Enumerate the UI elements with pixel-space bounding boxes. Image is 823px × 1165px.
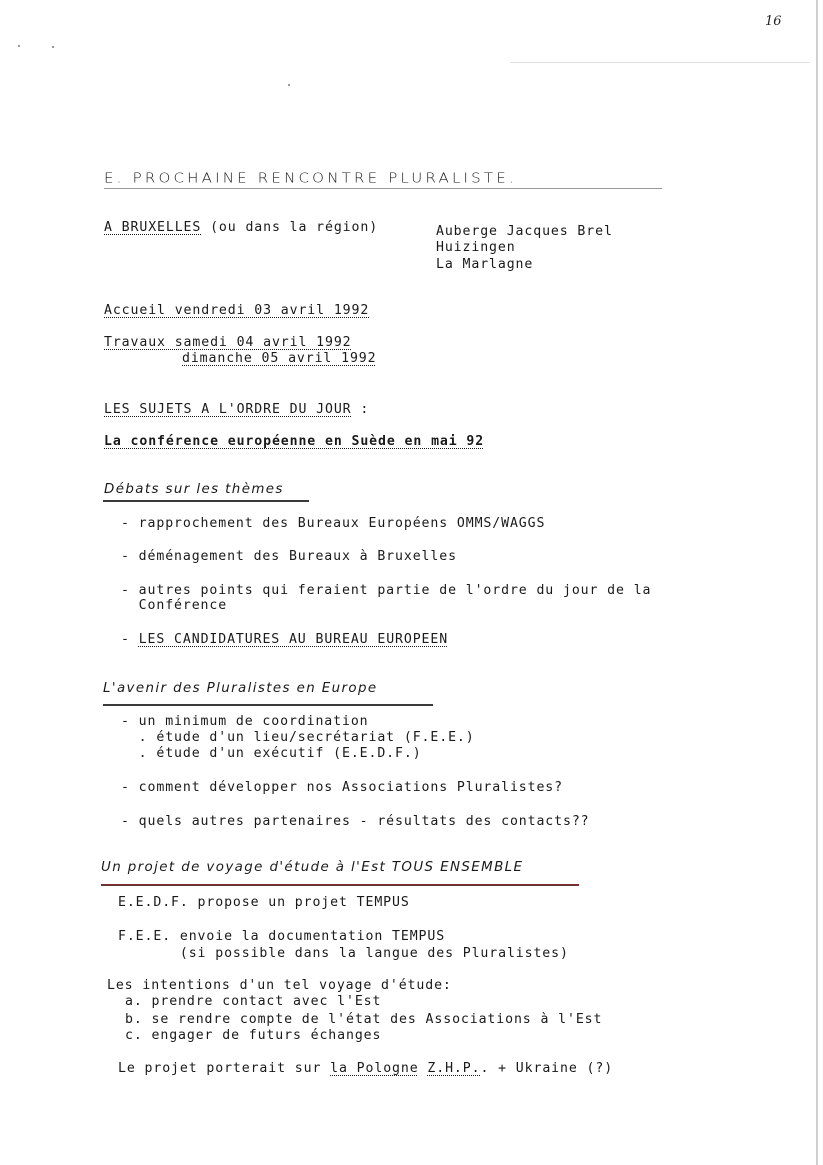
venue-2: Huizingen bbox=[436, 240, 516, 255]
debats-item-2: - déménagement des Bureaux à Bruxelles bbox=[121, 549, 457, 564]
voyage-heading: Un projet de voyage d'étude à l'Est TOUS ENSEMBLE bbox=[101, 860, 524, 875]
voyage-heading-underline bbox=[101, 884, 579, 886]
voyage-line-eedf: E.E.D.F. propose un projet TEMPUS bbox=[118, 895, 410, 910]
avenir-item-1: - un minimum de coordination bbox=[121, 714, 369, 729]
location-note: (ou dans la région) bbox=[201, 220, 379, 235]
scan-page-edge bbox=[816, 0, 818, 1165]
avenir-item-1b: . étude d'un exécutif (E.E.D.F.) bbox=[121, 746, 422, 761]
debats-heading-underline bbox=[103, 500, 309, 502]
schedule-travaux-samedi: Travaux samedi 04 avril 1992 bbox=[104, 335, 352, 350]
section-title: E. PROCHAINE RENCONTRE PLURALISTE. bbox=[104, 170, 517, 187]
agenda-heading: LES SUJETS A L'ORDRE DU JOUR bbox=[104, 402, 352, 417]
avenir-heading: L'avenir des Pluralistes en Europe bbox=[103, 681, 378, 696]
schedule-accueil: Accueil vendredi 03 avril 1992 bbox=[104, 303, 370, 318]
intention-a: a. prendre contact avec l'Est bbox=[125, 994, 382, 1009]
avenir-item-3: - quels autres partenaires - résultats des contacts?? bbox=[121, 814, 590, 829]
scan-speck bbox=[52, 46, 54, 48]
agenda-heading-line: LES SUJETS A L'ORDRE DU JOUR : bbox=[104, 402, 370, 417]
debats-item-3-cont: Conférence bbox=[121, 598, 228, 613]
intention-c: c. engager de futurs échanges bbox=[125, 1028, 382, 1043]
debats-item-1: - rapprochement des Bureaux Européens OMMS/WAGGS bbox=[121, 516, 546, 531]
voyage-line-fee: F.E.E. envoie la documentation TEMPUS bbox=[118, 929, 446, 944]
intention-b: b. se rendre compte de l'état des Associations à l'Est bbox=[125, 1012, 603, 1027]
scan-artifact-line bbox=[510, 62, 810, 63]
venue-3: La Marlagne bbox=[436, 257, 534, 272]
location-line bbox=[104, 219, 378, 236]
debats-heading: Débats sur les thèmes bbox=[104, 482, 284, 497]
venue-1: Auberge Jacques Brel bbox=[436, 224, 613, 239]
location-city: A BRUXELLES bbox=[104, 220, 202, 235]
intentions-heading: Les intentions d'un tel voyage d'étude: bbox=[107, 978, 452, 993]
debats-item-4: - LES CANDIDATURES AU BUREAU EUROPEEN bbox=[121, 632, 449, 647]
debats-item-3: - autres points qui feraient partie de l'ordre du jour de la bbox=[121, 583, 652, 598]
voyage-line-fee-note: (si possible dans la langue des Pluralistes) bbox=[118, 946, 569, 961]
section-title-underline bbox=[104, 188, 662, 189]
projet-zhp: Z.H.P. bbox=[427, 1061, 481, 1076]
avenir-item-1a: . étude d'un lieu/secrétariat (F.E.E.) bbox=[121, 730, 475, 745]
schedule-travaux-dimanche: dimanche 05 avril 1992 bbox=[182, 351, 377, 366]
page-number: 16 bbox=[765, 14, 782, 29]
projet-pologne: la Pologne bbox=[330, 1061, 419, 1076]
avenir-heading-underline bbox=[103, 704, 433, 706]
avenir-item-2: - comment développer nos Associations Pluralistes? bbox=[121, 780, 563, 795]
agenda-conference: La conférence européenne en Suède en mai 92 bbox=[104, 434, 485, 449]
projet-line: Le projet porterait sur la Pologne Z.H.P.. + Ukraine (?) bbox=[118, 1061, 614, 1076]
debats-candidatures: LES CANDIDATURES AU BUREAU EUROPEEN bbox=[138, 632, 449, 647]
scan-speck bbox=[288, 84, 290, 86]
scan-speck bbox=[18, 45, 20, 47]
